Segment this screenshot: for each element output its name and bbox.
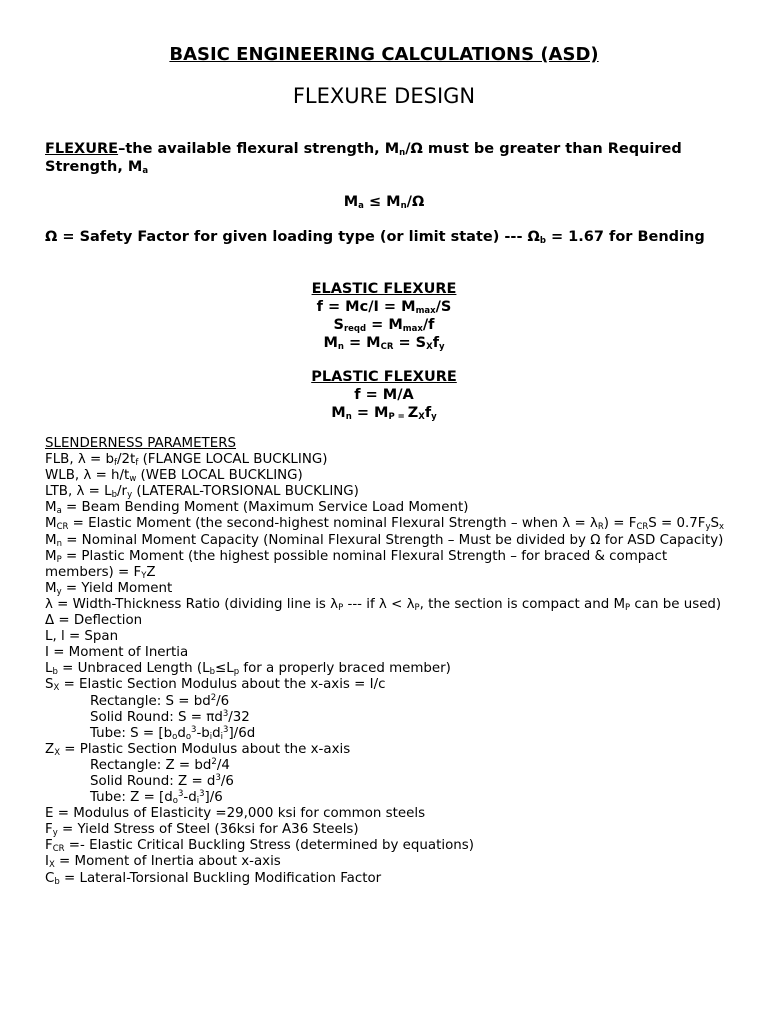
plastic-flexure-block	[0, 368, 768, 422]
def-sx-solid-round: Solid Round: $S = \pi d^3/32$	[90, 708, 250, 725]
definitions-list	[45, 436, 725, 887]
def-sx-rectangle: Rectangle: $S = bd^2/6$	[90, 692, 230, 709]
plastic-eq-2: $M_n = M_{P =}$ $Z_Xf_y$	[331, 405, 437, 422]
def-ma: $M_a$ = Beam Bending Moment (Maximum Service Load Moment)	[45, 500, 469, 517]
def-zx-solid-round: Solid Round: $Z = d^3/6$	[90, 772, 234, 789]
flexure-intro: FLEXURE–the available flexural strength, $M_n/\Omega$ must be greater than Required Strength, $M_a$	[45, 141, 682, 176]
def-e: E = Modulus of Elasticity =29,000 ksi for common steels	[45, 806, 426, 822]
def-zx-tube: Tube: $Z = [d_o^3-d_i^3]/6$	[90, 789, 223, 807]
elastic-eq-1: $f = Mc/I = M_{max}/S$	[316, 299, 452, 316]
def-fcr: $F_{CR}$ =- Elastic Critical Buckling Stress (determined by equations)	[45, 838, 474, 855]
elastic-flexure-heading: ELASTIC FLEXURE	[311, 281, 457, 297]
def-zx-rectangle: Rectangle: $Z = bd^2/4$	[90, 756, 230, 773]
document-subtitle: FLEXURE DESIGN	[292, 84, 476, 108]
def-mp: $M_P$ = Plastic Moment (the highest possible nominal Flexural Strength – for braced & compact members) = $F_YZ$	[45, 548, 668, 581]
def-lambda: λ = Width-Thickness Ratio (dividing line is $\lambda_P$ --- if $\lambda < \lambda_P$, the section is compact and $M_P$ can be used)	[45, 596, 722, 613]
elastic-eq-3: $M_n = M_{CR} = S_Xf_y$	[323, 335, 445, 352]
elastic-flexure-block	[0, 280, 768, 352]
def-sx: $S_X$ = Elastic Section Modulus about the x-axis = I/c	[45, 677, 386, 694]
def-zx: $Z_X$ = Plastic Section Modulus about the x-axis	[45, 741, 351, 758]
def-delta: Δ = Deflection	[45, 613, 143, 629]
elastic-eq-2: $S_{reqd} = M_{max}/f$	[333, 317, 435, 334]
def-wlb: WLB, $\lambda = h/t_w$ (WEB LOCAL BUCKLING)	[45, 468, 303, 485]
flexure-term: FLEXURE	[45, 141, 119, 157]
def-fy: $F_y$ = Yield Stress of Steel (36ksi for A36 Steels)	[45, 822, 359, 839]
slenderness-heading: SLENDERNESS PARAMETERS	[45, 436, 237, 451]
def-span: L, l = Span	[45, 629, 119, 645]
plastic-flexure-heading: PLASTIC FLEXURE	[311, 369, 457, 385]
def-mn: $M_n$ = Nominal Moment Capacity (Nominal Flexural Strength – Must be divided by Ω for ASD Capacity)	[45, 532, 724, 549]
def-my: $M_y$ = Yield Moment	[45, 580, 173, 597]
def-ix: $I_X$ = Moment of Inertia about x-axis	[45, 854, 281, 871]
def-inertia: I = Moment of Inertia	[45, 645, 189, 661]
def-ltb: LTB, $\lambda = L_b/r_y$ (LATERAL-TORSIONAL BUCKLING)	[45, 484, 359, 501]
def-lb: $L_b$ = Unbraced Length ($L_b\le L_p$ for a properly braced member)	[45, 661, 451, 678]
def-mcr: $M_{CR}$ = Elastic Moment (the second-highest nominal Flexural Strength – when $\lambda = \lambda_R) = F_{CR}S = 0.7F_yS_x$	[45, 516, 725, 533]
document-title: BASIC ENGINEERING CALCULATIONS (ASD)	[169, 44, 599, 65]
def-cb: $C_b$ = Lateral-Torsional Buckling Modification Factor	[45, 870, 382, 887]
main-equation: $M_a \le M_n/\Omega$	[343, 194, 425, 211]
def-flb: FLB, $\lambda = b_f/2t_f$ (FLANGE LOCAL BUCKLING)	[45, 452, 328, 469]
safety-factor-text: Ω = Safety Factor for given loading type (or limit state) --- $\Omega_b = 1.67$ for Bending	[45, 229, 705, 246]
def-sx-tube: Tube: $S = [b_od_o^3-b_id_i^3]/6d$	[90, 724, 256, 742]
plastic-eq-1: f = M/A	[354, 387, 414, 403]
